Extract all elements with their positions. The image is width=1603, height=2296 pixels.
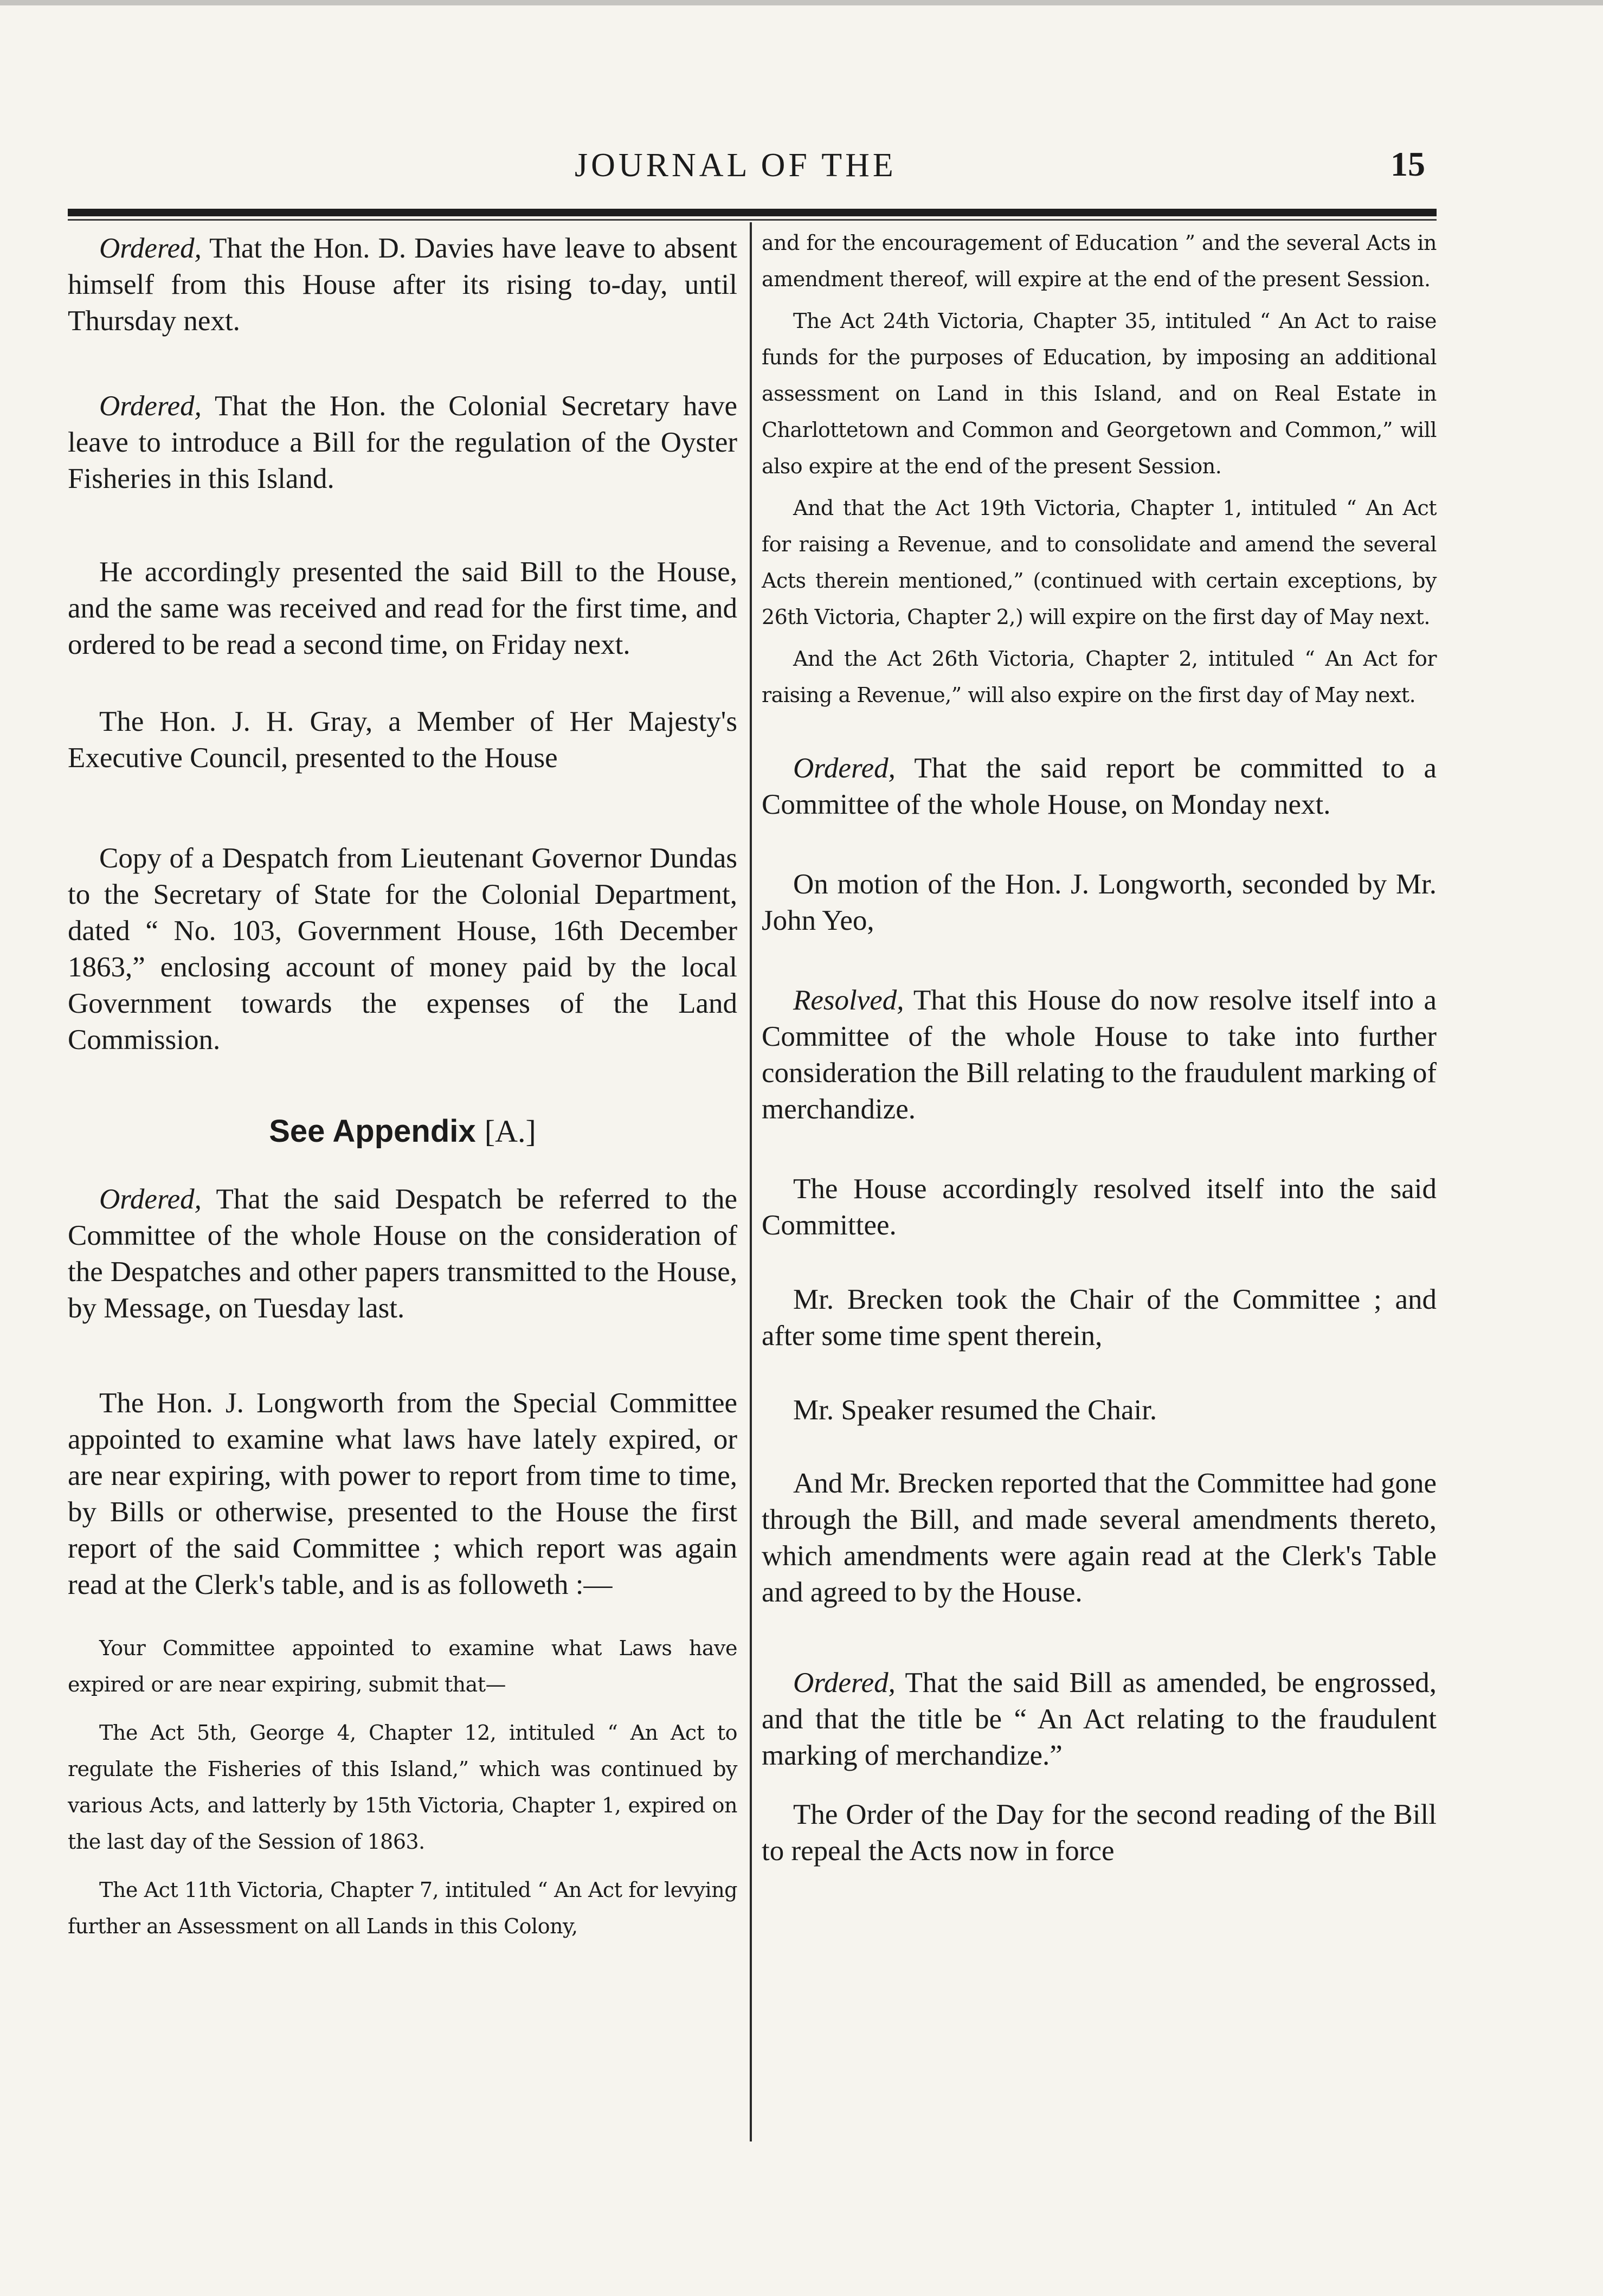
appendix-label: See Appendix	[269, 1114, 476, 1149]
paragraph-brecken-chair: Mr. Brecken took the Chair of the Committee ; and after some time spent therein,	[762, 1284, 1437, 1352]
paragraph-bill-presented: He accordingly presented the said Bill to the House, and the same was received and read for the first time, and ordered to be read a second time, on Friday next.	[68, 556, 737, 660]
paragraph-longworth-report: The Hon. J. Longworth from the Special Committee appointed to examine what laws have lately expired, or are near expiring, with power to report from time to time, by Bills or otherwise, presented to the House the first report of the said Committee ; which report was again read at the Clerk's table, and is as followeth :—	[68, 1387, 737, 1600]
appendix-ref: [A.]	[484, 1114, 536, 1149]
paragraph-despatch-copy: Copy of a Despatch from Lieutenant Governor Dundas to the Secretary of State for the Colonial Department, dated “ No. 103, Government House, 16th December 1863,” enclosing account of money paid by the local Government towards the expenses of the Land Commission.	[68, 842, 737, 1056]
running-head	[0, 146, 1603, 195]
ordered-label: Ordered,	[793, 753, 896, 784]
resolved-label: Resolved,	[793, 985, 904, 1016]
ordered-label: Ordered,	[99, 390, 202, 422]
paragraph-resolved	[762, 982, 1437, 1128]
ordered-label: Ordered,	[793, 1667, 896, 1699]
paragraph-gray-presented: The Hon. J. H. Gray, a Member of Her Majesty's Executive Council, presented to the House	[68, 706, 737, 774]
paragraph-order-of-day: The Order of the Day for the second reading of the Bill to repeal the Acts now in force	[762, 1799, 1437, 1867]
column-divider	[750, 222, 752, 2141]
paragraph-text: That the said Despatch be referred to the Committee of the whole House on the consideration of the Despatches and other papers transmitted to the House, by Message, on Tuesday last.	[68, 1184, 737, 1324]
paragraph-house-resolved: The House accordingly resolved itself into the said Committee.	[762, 1173, 1437, 1241]
paragraph-report-committed	[762, 750, 1437, 823]
ordered-label: Ordered,	[99, 233, 202, 264]
journal-title: JOURNAL OF THE	[575, 147, 897, 184]
paragraph-text: That the Hon. D. Davies have leave to absent himself from this House after its rising to-day, until Thursday next.	[68, 233, 737, 337]
paragraph-bill-engrossed	[762, 1665, 1437, 1774]
header-rule	[68, 209, 1437, 216]
paragraph-oyster-bill	[68, 388, 737, 497]
paragraph-motion-longworth: On motion of the Hon. J. Longworth, seconded by Mr. John Yeo,	[762, 869, 1437, 936]
paragraph-speaker-resumed: Mr. Speaker resumed the Chair.	[793, 1394, 1157, 1426]
paragraph-davies-leave	[68, 230, 737, 339]
report-item-assessment: The Act 11th Victoria, Chapter 7, intituled “ An Act for levying further an Assessment on all Lands in this Colony,	[68, 1878, 737, 1938]
report-item-revenue-19th: And that the Act 19th Victoria, Chapter 1, intituled “ An Act for raising a Revenue, and to consolidate and amend the several Acts therein mentioned,” (continued with certain exceptions, by 26th Victoria, Chapter 2,) will expire on the first day of May next.	[762, 496, 1437, 629]
right-column	[762, 230, 1437, 1869]
report-intro: Your Committee appointed to examine what Laws have expired or are near expiring, submit that—	[68, 1636, 737, 1696]
paragraph-brecken-reported: And Mr. Brecken reported that the Committee had gone through the Bill, and made several amendments thereto, which amendments were again read at the Clerk's Table and agreed to by the House.	[762, 1468, 1437, 1608]
report-item-fisheries: The Act 5th, George 4, Chapter 12, intituled “ An Act to regulate the Fisheries of this Island,” which was continued by various Acts, and latterly by 15th Victoria, Chapter 1, expired on the last day of the Session of 1863.	[68, 1721, 737, 1854]
paragraph-despatch-referred	[68, 1181, 737, 1327]
paragraph-text: That this House do now resolve itself into a Committee of the whole House to take into further consideration the Bill relating to the fraudulent marking of merchandize.	[762, 985, 1437, 1125]
ordered-label: Ordered,	[99, 1184, 202, 1215]
page-number: 15	[1390, 145, 1425, 183]
appendix-reference	[68, 1110, 737, 1153]
left-column	[68, 230, 737, 1945]
header-rule-thin	[68, 219, 1437, 221]
report-item-revenue-26th: And the Act 26th Victoria, Chapter 2, intituled “ An Act for raising a Revenue,” will also expire on the first day of May next.	[762, 647, 1437, 707]
paragraph-text: That the Hon. the Colonial Secretary have leave to introduce a Bill for the regulation of the Oyster Fisheries in this Island.	[68, 390, 737, 494]
paragraph-text: That the said Bill as amended, be engrossed, and that the title be “ An Act relating to the fraudulent marking of merchandize.”	[762, 1667, 1437, 1771]
paragraph-text: That the said report be committed to a Committee of the whole House, on Monday next.	[762, 753, 1437, 820]
report-item-education-funds: The Act 24th Victoria, Chapter 35, intituled “ An Act to raise funds for the purposes of Education, by imposing an additional assessment on Land in this Island, and on Real Estate in Charlottetown and Common and Georgetown and Common,” will also expire at the end of the present Session.	[762, 309, 1437, 478]
report-item-education-cont: and for the encouragement of Education ” and the several Acts in amendment thereof, will expire at the end of the present Session.	[762, 231, 1437, 291]
page-top-edge	[0, 0, 1603, 5]
